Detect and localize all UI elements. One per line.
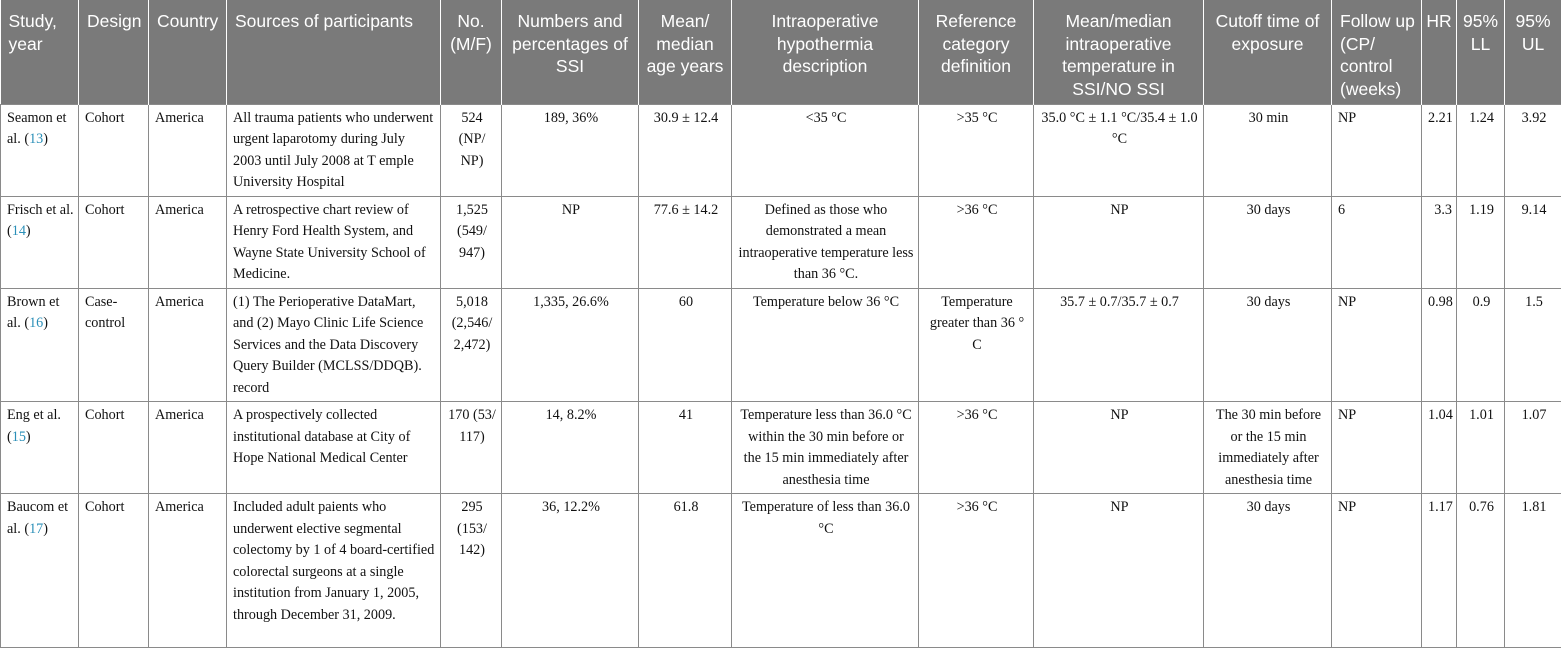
study-author: Eng et al. (	[7, 407, 61, 445]
cell-number: 524 (NP/ NP)	[441, 104, 502, 196]
cell-cutoff: The 30 min before or the 15 min immediately after anesthesia time	[1204, 402, 1332, 494]
header-country: Country	[149, 0, 227, 104]
cell-age: 61.8	[639, 494, 732, 648]
cell-reference-category: >36 °C	[919, 402, 1034, 494]
header-ll: 95% LL	[1457, 0, 1505, 104]
cell-ll: 0.9	[1457, 288, 1505, 402]
cell-temperature: NP	[1034, 196, 1204, 288]
header-reference-category: Reference category definition	[919, 0, 1034, 104]
cell-follow-up: 6	[1332, 196, 1422, 288]
header-sources: Sources of participants	[227, 0, 441, 104]
cell-hr: 3.3	[1422, 196, 1457, 288]
header-cutoff: Cutoff time of exposure	[1204, 0, 1332, 104]
cell-sources: All trauma patients who underwent urgent laparotomy during July 2003 until July 2008 at T emple University Hospital	[227, 104, 441, 196]
cell-country: America	[149, 494, 227, 648]
cell-age: 30.9 ± 12.4	[639, 104, 732, 196]
cell-cutoff: 30 days	[1204, 494, 1332, 648]
cell-ssi: 189, 36%	[502, 104, 639, 196]
header-ul: 95% UL	[1505, 0, 1561, 104]
reference-link[interactable]: 15	[12, 429, 26, 445]
cell-study: Frisch et al. (14)	[1, 196, 79, 288]
cell-cutoff: 30 days	[1204, 196, 1332, 288]
cell-ul: 9.14	[1505, 196, 1561, 288]
cell-hr: 2.21	[1422, 104, 1457, 196]
cell-hypothermia: Temperature of less than 36.0 °C	[732, 494, 919, 648]
cell-design: Cohort	[79, 196, 149, 288]
cell-ul: 1.81	[1505, 494, 1561, 648]
cell-ll: 1.19	[1457, 196, 1505, 288]
header-follow-up: Follow up (CP/ control (weeks)	[1332, 0, 1422, 104]
cell-hr: 0.98	[1422, 288, 1457, 402]
cell-sources: Included adult paients who underwent elective segmental colectomy by 1 of 4 board-certified colorectal surgeons at a single institution from January 1, 2005, through December 31, 2009.	[227, 494, 441, 648]
cell-age: 77.6 ± 14.2	[639, 196, 732, 288]
study-author: Brown et al. (	[7, 294, 59, 332]
study-author: Frisch et al. (	[7, 202, 74, 240]
cell-ssi: NP	[502, 196, 639, 288]
reference-link[interactable]: 16	[29, 315, 43, 331]
cell-ll: 1.01	[1457, 402, 1505, 494]
cell-country: America	[149, 402, 227, 494]
cell-age: 41	[639, 402, 732, 494]
cell-ul: 3.92	[1505, 104, 1561, 196]
cell-temperature: 35.0 °C ± 1.1 °C/35.4 ± 1.0 °C	[1034, 104, 1204, 196]
cell-design: Cohort	[79, 402, 149, 494]
cell-temperature: NP	[1034, 494, 1204, 648]
cell-hypothermia: Temperature less than 36.0 °C within the 30 min before or the 15 min immediately after anesthesia time	[732, 402, 919, 494]
cell-reference-category: >36 °C	[919, 196, 1034, 288]
cell-country: America	[149, 288, 227, 402]
cell-number: 5,018 (2,546/ 2,472)	[441, 288, 502, 402]
header-ssi: Numbers and percentages of SSI	[502, 0, 639, 104]
reference-link[interactable]: 13	[29, 131, 43, 147]
cell-number: 1,525 (549/ 947)	[441, 196, 502, 288]
cell-temperature: NP	[1034, 402, 1204, 494]
cell-ll: 1.24	[1457, 104, 1505, 196]
cell-design: Case-control	[79, 288, 149, 402]
cell-temperature: 35.7 ± 0.7/35.7 ± 0.7	[1034, 288, 1204, 402]
cell-ssi: 14, 8.2%	[502, 402, 639, 494]
cell-study: Brown et al. (16)	[1, 288, 79, 402]
cell-reference-category: >35 °C	[919, 104, 1034, 196]
cell-follow-up: NP	[1332, 402, 1422, 494]
cell-cutoff: 30 min	[1204, 104, 1332, 196]
study-author: Seamon et al. (	[7, 110, 67, 148]
header-age: Mean/ median age years	[639, 0, 732, 104]
cell-sources: (1) The Perioperative DataMart, and (2) Mayo Clinic Life Science Services and the Data Discovery Query Builder (MCLSS/DDQB). record	[227, 288, 441, 402]
table-row	[1, 494, 1561, 648]
table-row	[1, 104, 1561, 196]
table-row	[1, 288, 1561, 402]
cell-study: Eng et al. (15)	[1, 402, 79, 494]
cell-age: 60	[639, 288, 732, 402]
cell-ssi: 1,335, 26.6%	[502, 288, 639, 402]
cell-country: America	[149, 196, 227, 288]
header-temperature: Mean/median intraoperative temperature in SSI/NO SSI	[1034, 0, 1204, 104]
table-row	[1, 402, 1561, 494]
cell-sources: A prospectively collected institutional database at City of Hope National Medical Center	[227, 402, 441, 494]
header-study-year: Study, year	[1, 0, 79, 104]
cell-country: America	[149, 104, 227, 196]
cell-reference-category: >36 °C	[919, 494, 1034, 648]
cell-ul: 1.07	[1505, 402, 1561, 494]
cell-follow-up: NP	[1332, 288, 1422, 402]
cell-cutoff: 30 days	[1204, 288, 1332, 402]
header-hr: HR	[1422, 0, 1457, 104]
cell-hr: 1.04	[1422, 402, 1457, 494]
cell-number: 170 (53/ 117)	[441, 402, 502, 494]
cell-study: Seamon et al. (13)	[1, 104, 79, 196]
cell-number: 295 (153/ 142)	[441, 494, 502, 648]
study-author: Baucom et al. (	[7, 499, 68, 537]
header-number: No. (M/F)	[441, 0, 502, 104]
cell-reference-category: Temperature greater than 36 ° C	[919, 288, 1034, 402]
header-design: Design	[79, 0, 149, 104]
cell-design: Cohort	[79, 104, 149, 196]
cell-design: Cohort	[79, 494, 149, 648]
cell-hypothermia: Defined as those who demonstrated a mean intraoperative temperature less than 36 °C.	[732, 196, 919, 288]
cell-sources: A retrospective chart review of Henry Ford Health System, and Wayne State University School of Medicine.	[227, 196, 441, 288]
reference-link[interactable]: 17	[29, 521, 43, 537]
cell-follow-up: NP	[1332, 104, 1422, 196]
cell-hypothermia: <35 °C	[732, 104, 919, 196]
cell-ll: 0.76	[1457, 494, 1505, 648]
cell-study: Baucom et al. (17)	[1, 494, 79, 648]
cell-ssi: 36, 12.2%	[502, 494, 639, 648]
header-hypothermia: Intraoperative hypothermia description	[732, 0, 919, 104]
header-row	[1, 0, 1561, 104]
cell-hr: 1.17	[1422, 494, 1457, 648]
cell-hypothermia: Temperature below 36 °C	[732, 288, 919, 402]
cell-follow-up: NP	[1332, 494, 1422, 648]
reference-link[interactable]: 14	[12, 223, 26, 239]
table-row	[1, 196, 1561, 288]
cell-ul: 1.5	[1505, 288, 1561, 402]
